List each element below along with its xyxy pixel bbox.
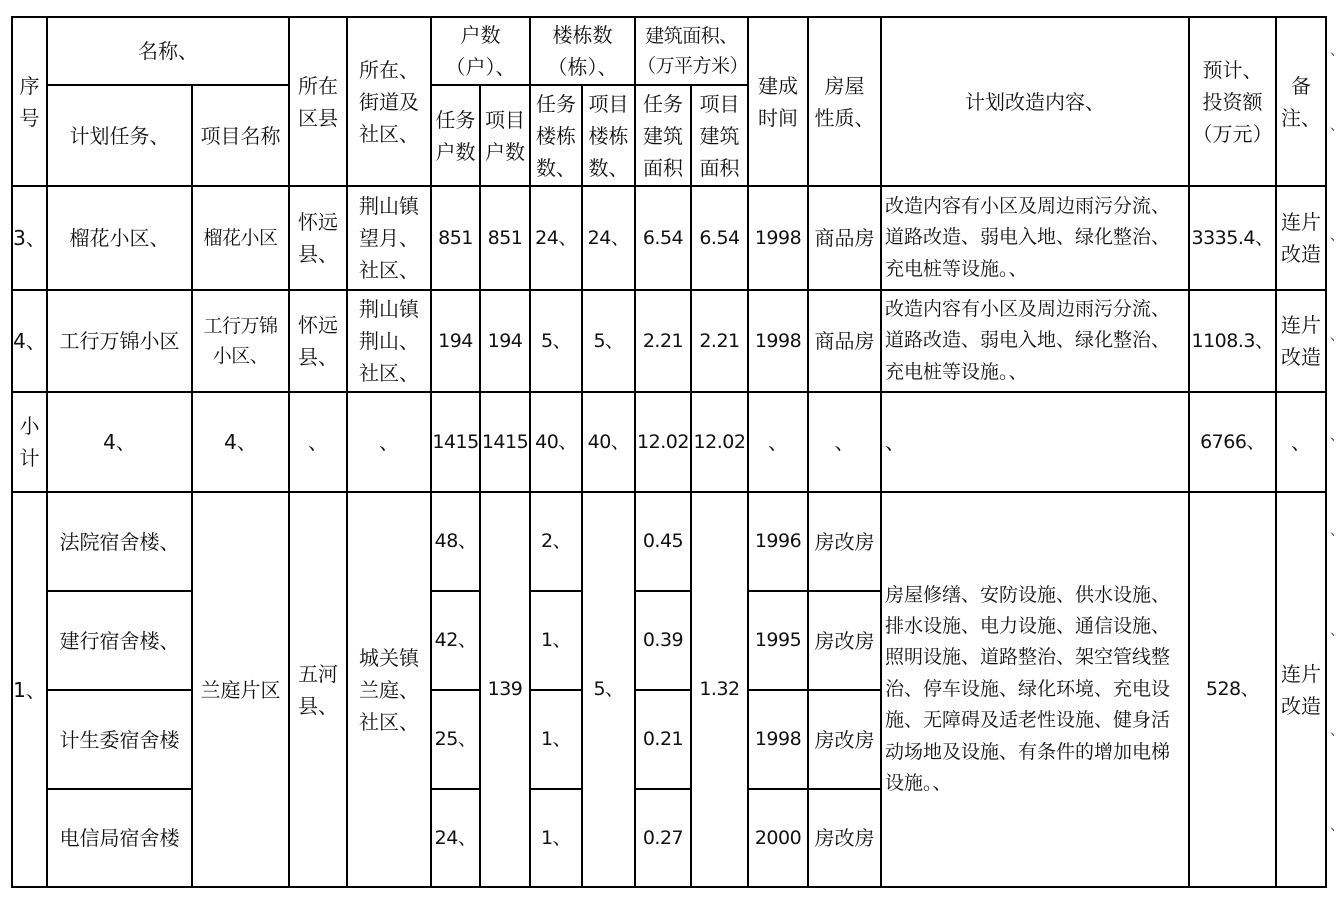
subtotal-project-area: 12.02 (693, 430, 746, 453)
group-item-built-time: 1995 (754, 629, 802, 652)
group-item-task-households: 42、 (434, 629, 477, 652)
group-street: 城关镇 兰庭、 社区、 (359, 645, 419, 734)
group-content: 房屋修缮、安防设施、供水设施、排水设施、电力设施、通信设施、照明设施、道路整治、架空管线整治、停车设施、绿化环境、充电设施、无障碍及适老性设施、健身活动场地及设施、有条件的增加电梯设施。、 (885, 583, 1171, 794)
header-street: 所在、 街道及 社区、 (359, 57, 419, 146)
header-nature: 房屋 性质、 (814, 73, 875, 130)
row-investment: 1108.3、 (1191, 329, 1274, 352)
subtotal-street: 、 (379, 430, 399, 454)
header-project-households: 项目 户数 (485, 107, 525, 164)
subtotal-task-area: 12.02 (637, 430, 689, 453)
subtotal-project-buildings: 40、 (587, 430, 630, 453)
row-street: 荆山镇 荆山、 社区、 (359, 297, 419, 385)
row-seq: 4、 (13, 329, 46, 353)
group-project-name: 兰庭片区 (200, 677, 281, 702)
group-remark: 连片 改造 (1281, 661, 1321, 718)
row-nature: 商品房 (814, 226, 875, 250)
row-project-households: 194 (487, 329, 523, 352)
group-item-built-time: 1996 (754, 530, 802, 553)
subtotal-district: 、 (308, 430, 328, 454)
subtotal-built-time: 、 (768, 430, 788, 454)
margin-mark: 、 (1330, 723, 1344, 739)
subtotal-investment: 6766、 (1200, 430, 1265, 453)
row-project-buildings: 5、 (593, 329, 624, 352)
group-item-task-area: 0.39 (642, 629, 684, 652)
row-task-buildings: 24、 (535, 226, 577, 249)
subtotal-project-households: 1415 (481, 430, 529, 453)
header-plan-task: 计划任务、 (69, 123, 170, 148)
row-project-area: 6.54 (699, 226, 740, 249)
group-item-nature: 房改房 (814, 826, 875, 850)
row-remark: 连片 改造 (1281, 210, 1321, 266)
margin-mark: 、 (1330, 428, 1344, 444)
row-district: 怀远 县、 (298, 313, 338, 369)
margin-mark: 、 (1330, 818, 1344, 834)
margin-mark: 、 (1330, 523, 1344, 539)
subtotal-nature: 、 (834, 430, 855, 454)
group-item-plan-task: 电信局宿舍楼 (59, 826, 180, 850)
group-seq: 1、 (13, 677, 46, 702)
margin-mark: 、 (1330, 228, 1344, 244)
subtotal-remark: 、 (1291, 430, 1311, 454)
row-street: 荆山镇 望月、 社区、 (359, 194, 419, 282)
row-task-households: 194 (438, 329, 473, 352)
group-project-buildings: 5、 (593, 678, 624, 701)
group-item-plan-task: 法院宿舍楼、 (59, 529, 180, 554)
group-item-task-area: 0.27 (642, 826, 684, 849)
subtotal-task-households: 1415 (432, 430, 479, 453)
row-content: 改造内容有小区及周边雨污分流、道路改造、弱电入地、绿化整治、充电桩等设施。、 (885, 297, 1171, 383)
header-project-name: 项目名称 (200, 123, 281, 148)
row-task-buildings: 5、 (540, 329, 572, 352)
group-item-task-buildings: 1、 (540, 629, 572, 652)
group-item-task-buildings: 2、 (540, 530, 572, 553)
row-project-households: 851 (487, 226, 523, 249)
group-item-task-households: 24、 (434, 826, 477, 849)
margin-mark: 、 (1330, 328, 1344, 344)
row-task-households: 851 (438, 226, 473, 249)
row-plan-task: 榴花小区、 (69, 226, 170, 250)
header-content: 计划改造内容、 (965, 89, 1105, 114)
margin-marks (1328, 0, 1344, 902)
group-item-nature: 房改房 (814, 628, 875, 653)
group-item-plan-task: 计生委宿舍楼 (59, 727, 180, 752)
header-investment: 预计、 投资额 （万元） (1192, 57, 1273, 146)
group-item-task-buildings: 1、 (540, 826, 572, 849)
subtotal-task-buildings: 40、 (535, 430, 577, 453)
group-project-area: 1.32 (699, 678, 740, 701)
margin-mark: 、 (1330, 118, 1344, 134)
group-item-task-buildings: 1、 (540, 728, 572, 751)
group-item-task-area: 0.21 (642, 728, 684, 751)
group-investment: 528、 (1205, 678, 1260, 701)
subtotal-content: 、 (885, 430, 905, 454)
header-district: 所在 区县 (298, 73, 338, 130)
header-households: 户数 （户）、 (445, 23, 516, 79)
group-district: 五河 县、 (298, 661, 338, 718)
group-item-nature: 房改房 (814, 727, 875, 752)
header-buildings: 楼栋数 （栋）、 (547, 23, 618, 79)
header-name-group: 名称、 (138, 39, 198, 63)
row-investment: 3335.4、 (1191, 226, 1274, 249)
group-item-nature: 房改房 (814, 529, 875, 554)
header-built-time: 建成 时间 (758, 73, 798, 130)
subtotal-project-count: 4、 (224, 430, 257, 454)
row-remark: 连片 改造 (1281, 313, 1321, 369)
row-content: 改造内容有小区及周边雨污分流、道路改造、弱电入地、绿化整治、充电桩等设施。、 (885, 194, 1171, 280)
header-remark: 备注、 (1281, 73, 1321, 130)
row-project-name: 榴花小区 (203, 226, 278, 249)
row-task-area: 6.54 (642, 226, 684, 249)
subtotal-task-count: 4、 (103, 430, 136, 454)
header-seq: 序 号 (19, 73, 40, 130)
row-task-area: 2.21 (642, 329, 684, 352)
row-project-name: 工行万锦 小区、 (203, 314, 278, 367)
header-task-area: 任务 建筑 面积 (643, 91, 683, 180)
row-project-area: 2.21 (699, 329, 740, 352)
header-project-area: 项目 建筑 面积 (699, 91, 740, 180)
group-item-task-households: 25、 (434, 728, 477, 751)
header-area: 建筑面积、 （万平方米） (637, 24, 748, 77)
subtotal-label: 小 计 (19, 414, 40, 470)
group-item-built-time: 2000 (754, 826, 802, 849)
row-seq: 3、 (13, 226, 46, 250)
row-district: 怀远 县、 (298, 210, 338, 266)
group-item-plan-task: 建行宿舍楼、 (59, 628, 180, 653)
group-project-households: 139 (487, 678, 523, 701)
row-plan-task: 工行万锦小区 (59, 329, 180, 353)
group-item-built-time: 1998 (754, 728, 802, 751)
row-built-time: 1998 (754, 329, 802, 352)
row-nature: 商品房 (814, 329, 875, 353)
header-project-buildings: 项目 楼栋 数、 (588, 91, 629, 180)
header-task-households: 任务 户数 (435, 107, 476, 164)
row-built-time: 1998 (754, 226, 802, 249)
margin-mark: 、 (1330, 43, 1344, 59)
header-task-buildings: 任务 楼栋 数、 (536, 91, 576, 180)
margin-mark: 、 (1330, 623, 1344, 639)
row-project-buildings: 24、 (587, 226, 630, 249)
group-item-task-households: 48、 (434, 530, 477, 553)
group-item-task-area: 0.45 (642, 530, 684, 553)
